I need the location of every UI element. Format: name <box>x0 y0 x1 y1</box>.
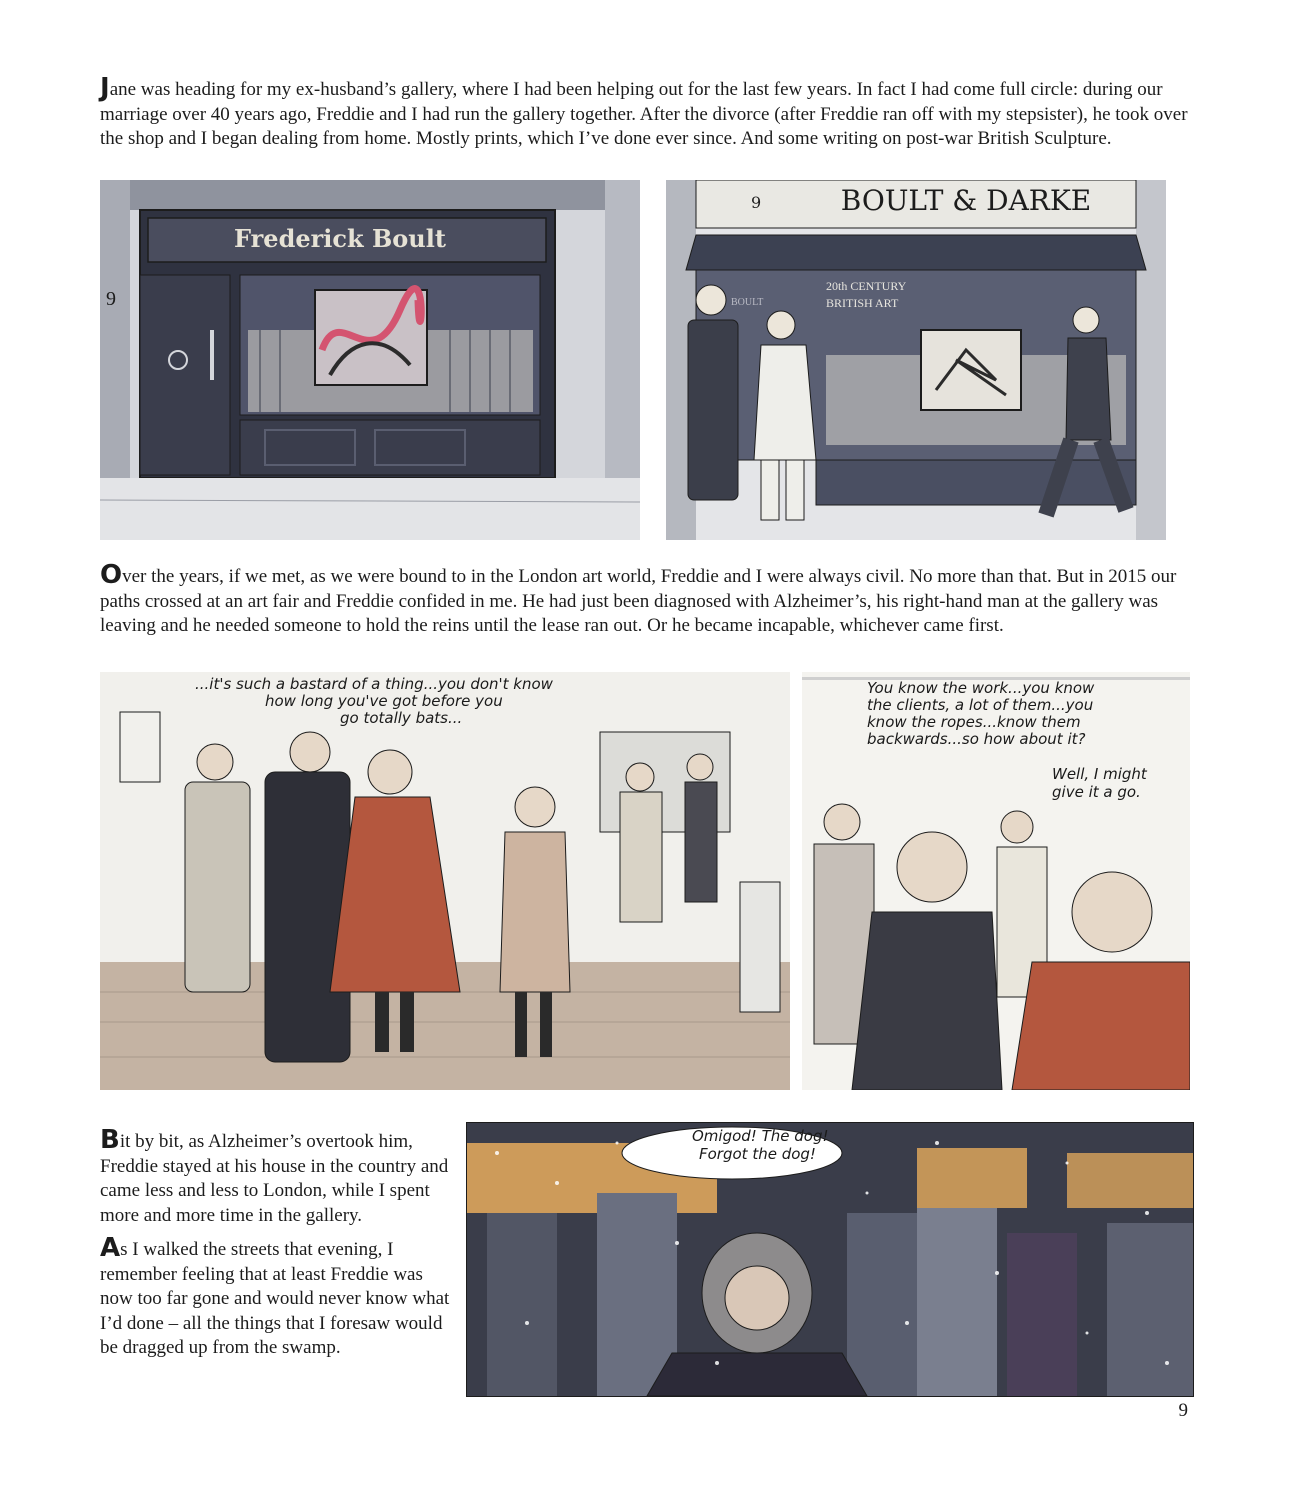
freddie-figure <box>265 732 350 1062</box>
panel-the-offer <box>802 672 1190 1090</box>
window-text-1: 20th CENTURY <box>826 279 907 293</box>
speech-bubble-offer-line-3: know the ropes...know them <box>867 713 1081 731</box>
narration-text: s I walked the streets that evening, I remember feeling that at least Freddie was now too far gone and would never know what I’d done – all the things that I foresaw would be dragged up from the swamp. <box>100 1239 450 1358</box>
speech-bubble-offer-line-1: You know the work...you know <box>867 679 1095 697</box>
narration-paragraph-3 <box>100 1125 455 1228</box>
door-number: 9 <box>106 288 116 310</box>
speech-bubble-fair-line-2: how long you've got before you <box>265 692 503 710</box>
fascia-number: 9 <box>751 193 762 212</box>
narration-paragraph-2 <box>100 560 1200 639</box>
speech-bubble-offer-line-2: the clients, a lot of them...you <box>867 696 1094 714</box>
thought-bubble-line-1: Omigod! The dog! <box>692 1127 829 1145</box>
art-fair-illustration <box>100 672 790 1090</box>
drop-initial: O <box>100 560 123 590</box>
speech-bubble-offer-line-4: backwards...so how about it? <box>867 730 1086 748</box>
panel-frederick-boult-shop <box>100 180 640 540</box>
speech-bubble-fair-line-3: go totally bats... <box>340 709 463 727</box>
street-crowd-illustration <box>467 1123 1193 1396</box>
drop-initial: J <box>100 73 110 103</box>
narration-text: ver the years, if we met, as we were bound to in the London art world, Freddie and I were always civil. No more than that. But in 2015 our paths crossed at an art fair and Freddie confided in me. He had just been diagnosed with Alzheimer’s, his right-hand man at the gallery was leaving and he needed someone to hold the reins until the lease ran out. Or he became incapable, whichever came first. <box>100 566 1177 636</box>
fascia-text: BOULT & DARKE <box>840 184 1092 217</box>
drop-initial: A <box>100 1233 121 1263</box>
shopfront-illustration <box>100 180 640 540</box>
speech-bubble-reply-line-2: give it a go. <box>1052 783 1141 801</box>
panel-snowy-street <box>466 1122 1194 1397</box>
window-text-2: BRITISH ART <box>826 296 899 310</box>
page-number: 9 <box>1178 1400 1188 1421</box>
shop-sign-text: Frederick Boult <box>234 224 446 253</box>
panel-boult-darke-shop <box>666 180 1166 540</box>
narration-paragraph-4 <box>100 1233 455 1361</box>
narration-paragraph-1 <box>100 73 1200 152</box>
speech-bubble-reply-line-1: Well, I might <box>1052 765 1147 783</box>
door-text: BOULT <box>731 297 764 308</box>
narration-text: ane was heading for my ex-husband’s gallery, where I had been helping out for the last few years. In fact I had come full circle: during our marriage over 40 years ago, Freddie and I had run the gallery together. After the divorce (after Freddie ran off with my stepsister), he took over the shop and I began dealing from home. Mostly prints, which I’ve done ever since. And some writing on post-war British Sculpture. <box>100 79 1188 149</box>
shopfront-couple-illustration <box>666 180 1166 540</box>
thought-bubble-line-2: Forgot the dog! <box>699 1145 816 1163</box>
speech-bubble-fair-line-1: ...it's such a bastard of a thing...you don't know <box>195 675 553 693</box>
narration-text: it by bit, as Alzheimer’s overtook him, Freddie stayed at his house in the country and came less and less to London, while I spent more and more time in the gallery. <box>100 1131 449 1226</box>
panel-art-fair <box>100 672 790 1090</box>
drop-initial: B <box>100 1125 120 1155</box>
